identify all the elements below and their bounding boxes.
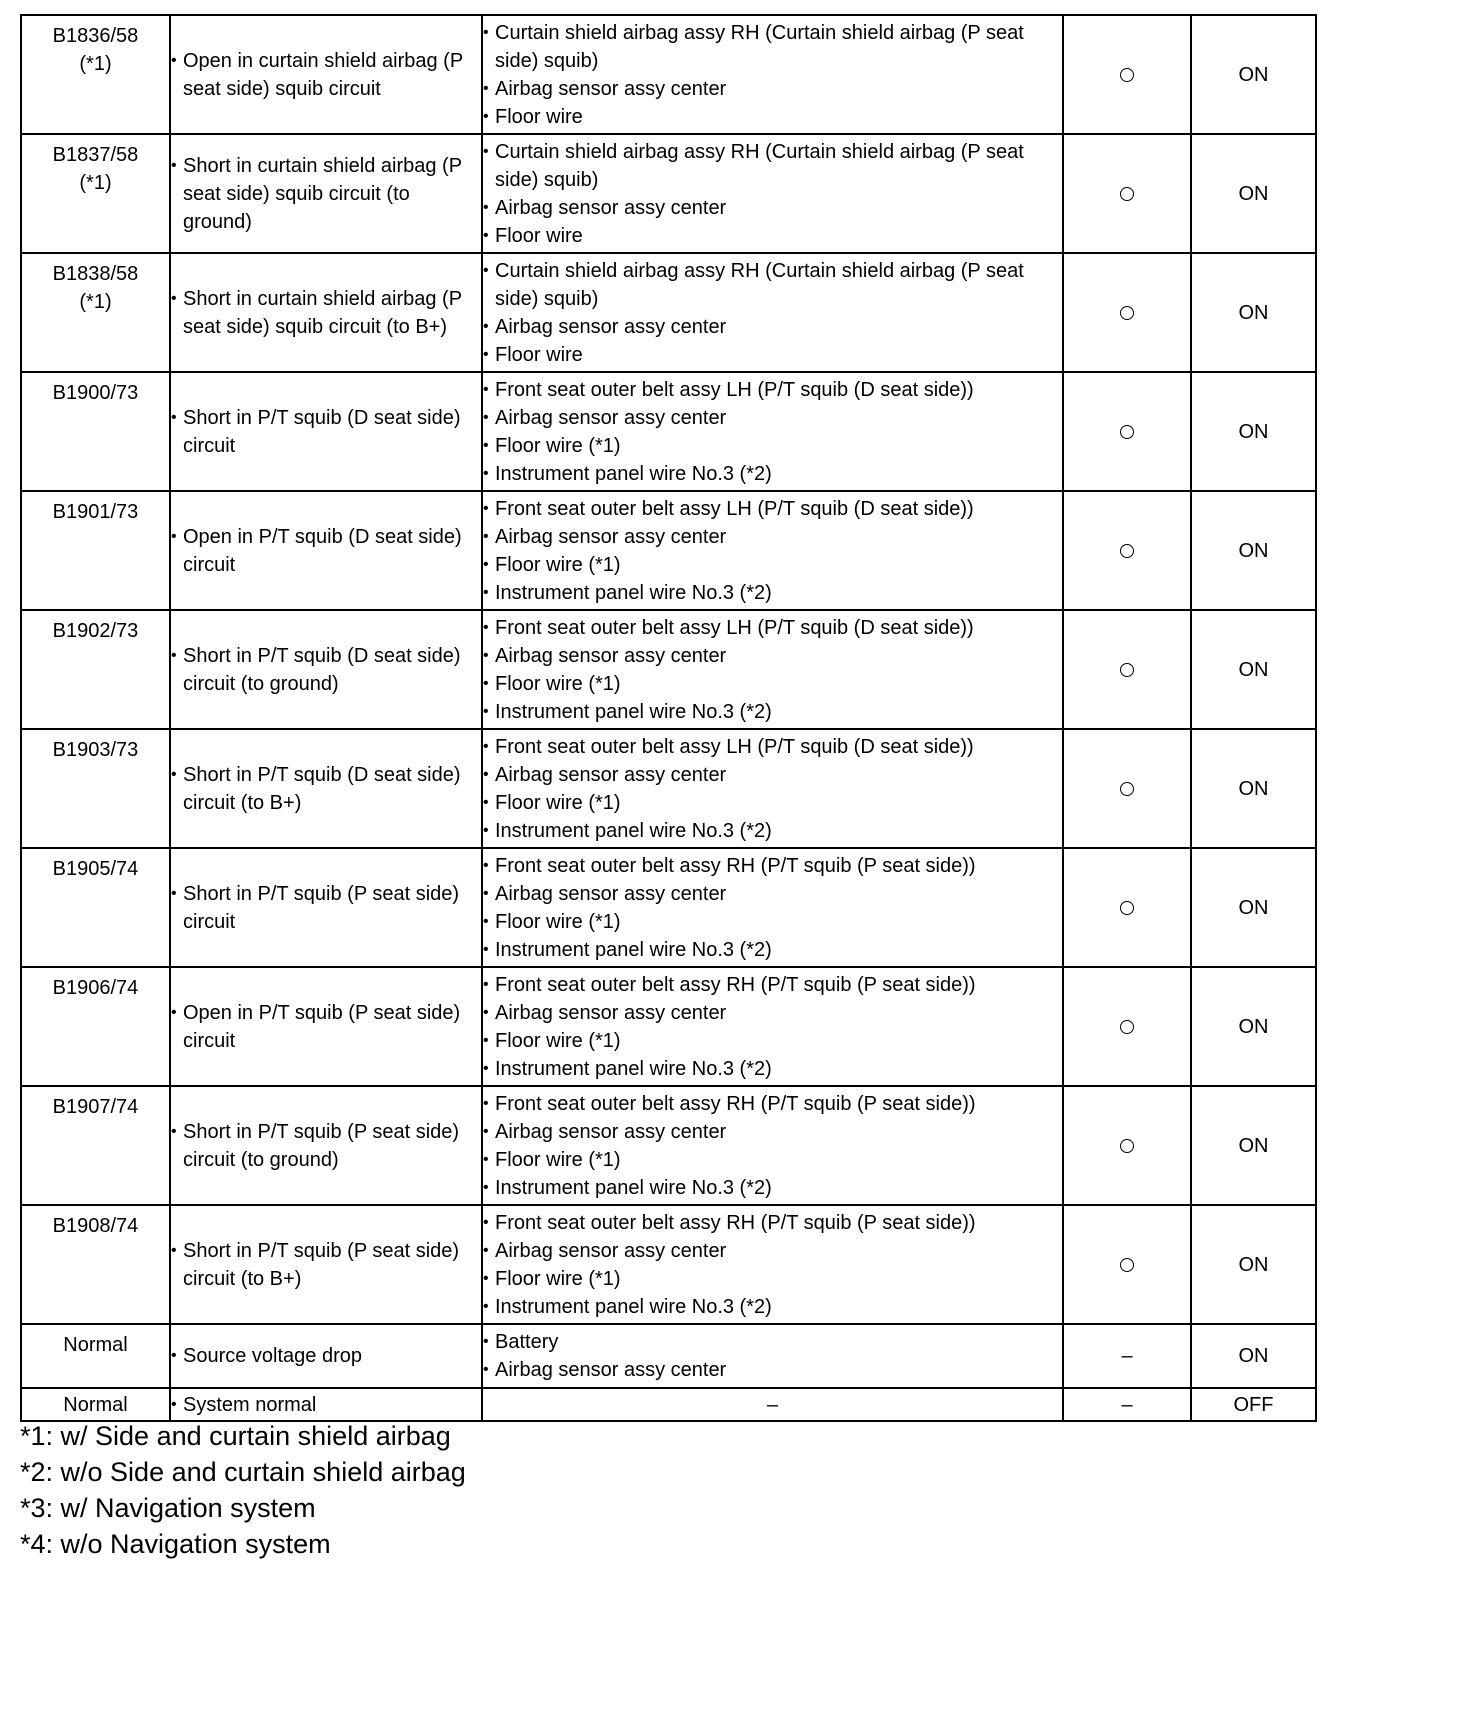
warning-lamp-cell: OFF xyxy=(1191,1388,1316,1421)
trouble-area-item: • Floor wire (*1) xyxy=(483,551,1062,579)
memory-cell xyxy=(1063,729,1191,848)
trouble-area-cell xyxy=(482,848,1063,967)
warning-lamp-cell: ON xyxy=(1191,1324,1316,1388)
trouble-area-item: • Airbag sensor assy center xyxy=(483,1356,1062,1384)
detection-condition-cell xyxy=(170,610,482,729)
detection-condition-list xyxy=(171,404,481,460)
detection-condition: • Short in curtain shield airbag (P seat side) squib circuit (to B+) xyxy=(171,285,481,341)
detection-condition-list xyxy=(171,1118,481,1174)
detection-condition-list xyxy=(171,999,481,1055)
trouble-area-item: • Front seat outer belt assy LH (P/T squib (D seat side)) xyxy=(483,495,1062,523)
dtc-code: Normal xyxy=(63,1334,128,1356)
circle-mark-icon xyxy=(1120,782,1134,796)
trouble-area-item: • Curtain shield airbag assy RH (Curtain shield airbag (P seat side) squib) xyxy=(483,19,1062,75)
detection-condition-list xyxy=(171,1237,481,1293)
dtc-code: B1901/73 xyxy=(52,501,139,523)
warning-lamp-cell: ON xyxy=(1191,372,1316,491)
detection-condition-cell xyxy=(170,967,482,1086)
circle-mark-icon xyxy=(1120,68,1134,82)
circle-mark-icon xyxy=(1120,1139,1134,1153)
trouble-area-cell xyxy=(482,491,1063,610)
memory-cell xyxy=(1063,967,1191,1086)
detection-condition-cell xyxy=(170,1086,482,1205)
dtc-code: B1837/58 xyxy=(52,144,139,166)
trouble-area-item: • Front seat outer belt assy LH (P/T squib (D seat side)) xyxy=(483,376,1062,404)
trouble-area-item: • Floor wire (*1) xyxy=(483,789,1062,817)
detection-condition-cell xyxy=(170,729,482,848)
trouble-area-list xyxy=(483,852,1062,964)
warning-lamp-cell: ON xyxy=(1191,967,1316,1086)
circle-mark-icon xyxy=(1120,306,1134,320)
trouble-area-list xyxy=(483,376,1062,488)
table-row xyxy=(21,1388,1316,1421)
trouble-area-cell xyxy=(482,729,1063,848)
trouble-area-item: • Floor wire (*1) xyxy=(483,908,1062,936)
memory-cell xyxy=(1063,1086,1191,1205)
footnotes xyxy=(20,1418,466,1562)
dtc-code-cell xyxy=(21,491,170,610)
table-row xyxy=(21,15,1316,134)
dtc-code-cell xyxy=(21,372,170,491)
detection-condition: • Short in P/T squib (P seat side) circuit xyxy=(171,880,481,936)
detection-condition-cell xyxy=(170,15,482,134)
dtc-code: (*1) xyxy=(79,172,112,194)
trouble-area-cell xyxy=(482,134,1063,253)
dtc-code-cell xyxy=(21,253,170,372)
trouble-area-item: • Instrument panel wire No.3 (*2) xyxy=(483,460,1062,488)
trouble-area-item: • Floor wire (*1) xyxy=(483,1027,1062,1055)
trouble-area-item: • Airbag sensor assy center xyxy=(483,1237,1062,1265)
detection-condition: • Open in P/T squib (P seat side) circuit xyxy=(171,999,481,1055)
detection-condition: • Open in curtain shield airbag (P seat side) squib circuit xyxy=(171,47,481,103)
warning-lamp-cell: ON xyxy=(1191,610,1316,729)
dtc-code: B1903/73 xyxy=(52,739,139,761)
detection-condition-cell xyxy=(170,1324,482,1388)
table-row xyxy=(21,1086,1316,1205)
trouble-area-item: • Floor wire xyxy=(483,103,1062,131)
dtc-code: B1836/58 xyxy=(52,25,139,47)
warning-lamp-cell: ON xyxy=(1191,848,1316,967)
memory-cell xyxy=(1063,848,1191,967)
trouble-area-item: • Floor wire (*1) xyxy=(483,1265,1062,1293)
detection-condition: • System normal xyxy=(171,1391,481,1419)
trouble-area-item: • Instrument panel wire No.3 (*2) xyxy=(483,1174,1062,1202)
memory-cell xyxy=(1063,15,1191,134)
trouble-area-item: • Airbag sensor assy center xyxy=(483,313,1062,341)
trouble-area-item: • Curtain shield airbag assy RH (Curtain shield airbag (P seat side) squib) xyxy=(483,257,1062,313)
warning-lamp-cell: ON xyxy=(1191,15,1316,134)
trouble-area-cell xyxy=(482,1086,1063,1205)
detection-condition: • Short in P/T squib (P seat side) circuit (to B+) xyxy=(171,1237,481,1293)
trouble-area-item: • Airbag sensor assy center xyxy=(483,761,1062,789)
trouble-area-list xyxy=(483,733,1062,845)
trouble-area-item: • Instrument panel wire No.3 (*2) xyxy=(483,817,1062,845)
detection-condition-cell xyxy=(170,491,482,610)
detection-condition-list xyxy=(171,1342,481,1370)
dtc-code: (*1) xyxy=(79,53,112,75)
trouble-area-item: • Front seat outer belt assy LH (P/T squib (D seat side)) xyxy=(483,614,1062,642)
trouble-area-list xyxy=(483,1209,1062,1321)
dtc-code-cell xyxy=(21,610,170,729)
detection-condition: • Short in curtain shield airbag (P seat side) squib circuit (to ground) xyxy=(171,152,481,236)
table-row xyxy=(21,1324,1316,1388)
dtc-code-cell xyxy=(21,1324,170,1388)
trouble-area-item: • Airbag sensor assy center xyxy=(483,404,1062,432)
trouble-area-item: • Instrument panel wire No.3 (*2) xyxy=(483,579,1062,607)
trouble-area-item: • Airbag sensor assy center xyxy=(483,194,1062,222)
footnote: *4: w/o Navigation system xyxy=(20,1529,331,1559)
trouble-area-list xyxy=(483,1328,1062,1384)
trouble-area-cell xyxy=(482,372,1063,491)
trouble-area-item: • Airbag sensor assy center xyxy=(483,642,1062,670)
dtc-code: B1905/74 xyxy=(52,858,139,880)
trouble-area-list xyxy=(483,138,1062,250)
dtc-code: (*1) xyxy=(79,291,112,313)
circle-mark-icon xyxy=(1120,1020,1134,1034)
memory-cell xyxy=(1063,134,1191,253)
trouble-area-item: • Floor wire (*1) xyxy=(483,1146,1062,1174)
detection-condition-cell xyxy=(170,1388,482,1421)
trouble-area-item: • Floor wire xyxy=(483,222,1062,250)
memory-cell xyxy=(1063,1205,1191,1324)
trouble-area-cell: – xyxy=(482,1388,1063,1421)
trouble-area-list xyxy=(483,19,1062,131)
warning-lamp-cell: ON xyxy=(1191,134,1316,253)
trouble-area-item: • Airbag sensor assy center xyxy=(483,999,1062,1027)
dtc-code-cell xyxy=(21,134,170,253)
footnote: *1: w/ Side and curtain shield airbag xyxy=(20,1421,451,1451)
circle-mark-icon xyxy=(1120,187,1134,201)
dtc-code: Normal xyxy=(63,1393,128,1416)
trouble-area-item: • Instrument panel wire No.3 (*2) xyxy=(483,936,1062,964)
detection-condition-cell xyxy=(170,253,482,372)
table-row xyxy=(21,253,1316,372)
trouble-area-list xyxy=(483,1090,1062,1202)
trouble-area-item: • Floor wire (*1) xyxy=(483,432,1062,460)
trouble-area-cell xyxy=(482,1324,1063,1388)
warning-lamp-cell: ON xyxy=(1191,491,1316,610)
trouble-area-item: • Airbag sensor assy center xyxy=(483,1118,1062,1146)
footnote: *3: w/ Navigation system xyxy=(20,1493,316,1523)
trouble-area-item: • Front seat outer belt assy RH (P/T squib (P seat side)) xyxy=(483,852,1062,880)
dtc-code-cell xyxy=(21,729,170,848)
trouble-area-list xyxy=(483,257,1062,369)
trouble-area-item: • Floor wire xyxy=(483,341,1062,369)
dtc-code-cell xyxy=(21,15,170,134)
dtc-table-container xyxy=(20,14,1315,1422)
memory-cell: – xyxy=(1063,1324,1191,1388)
dtc-code: B1908/74 xyxy=(52,1215,139,1237)
detection-condition-list xyxy=(171,880,481,936)
warning-lamp-cell: ON xyxy=(1191,1086,1316,1205)
detection-condition-list xyxy=(171,285,481,341)
detection-condition-cell xyxy=(170,134,482,253)
trouble-area-item: • Instrument panel wire No.3 (*2) xyxy=(483,698,1062,726)
table-row xyxy=(21,610,1316,729)
memory-cell xyxy=(1063,372,1191,491)
dtc-code-cell xyxy=(21,967,170,1086)
detection-condition-list xyxy=(171,523,481,579)
detection-condition-list xyxy=(171,642,481,698)
warning-lamp-cell: ON xyxy=(1191,253,1316,372)
trouble-area-item: • Front seat outer belt assy RH (P/T squib (P seat side)) xyxy=(483,1090,1062,1118)
detection-condition: • Short in P/T squib (D seat side) circuit xyxy=(171,404,481,460)
detection-condition: • Short in P/T squib (D seat side) circuit (to ground) xyxy=(171,642,481,698)
dtc-code-cell xyxy=(21,848,170,967)
detection-condition-cell xyxy=(170,1205,482,1324)
detection-condition: • Source voltage drop xyxy=(171,1342,481,1370)
dtc-code: B1906/74 xyxy=(52,977,139,999)
trouble-area-item: • Instrument panel wire No.3 (*2) xyxy=(483,1293,1062,1321)
trouble-area-item: • Front seat outer belt assy LH (P/T squib (D seat side)) xyxy=(483,733,1062,761)
trouble-area-cell xyxy=(482,610,1063,729)
trouble-area-list xyxy=(483,971,1062,1083)
trouble-area-item: • Airbag sensor assy center xyxy=(483,523,1062,551)
trouble-area-cell xyxy=(482,15,1063,134)
dtc-code-cell xyxy=(21,1205,170,1324)
dtc-code-cell xyxy=(21,1388,170,1421)
trouble-area-item: • Instrument panel wire No.3 (*2) xyxy=(483,1055,1062,1083)
detection-condition: • Open in P/T squib (D seat side) circuit xyxy=(171,523,481,579)
dtc-table-body xyxy=(21,15,1316,1421)
detection-condition-cell xyxy=(170,848,482,967)
memory-cell: – xyxy=(1063,1388,1191,1421)
trouble-area-item: • Curtain shield airbag assy RH (Curtain shield airbag (P seat side) squib) xyxy=(483,138,1062,194)
table-row xyxy=(21,134,1316,253)
dtc-code-cell xyxy=(21,1086,170,1205)
detection-condition: • Short in P/T squib (D seat side) circuit (to B+) xyxy=(171,761,481,817)
circle-mark-icon xyxy=(1120,663,1134,677)
trouble-area-item: • Front seat outer belt assy RH (P/T squib (P seat side)) xyxy=(483,1209,1062,1237)
table-row xyxy=(21,729,1316,848)
trouble-area-item: • Airbag sensor assy center xyxy=(483,880,1062,908)
trouble-area-cell xyxy=(482,253,1063,372)
dtc-code: B1838/58 xyxy=(52,263,139,285)
detection-condition-list xyxy=(171,1391,481,1419)
circle-mark-icon xyxy=(1120,901,1134,915)
circle-mark-icon xyxy=(1120,425,1134,439)
footnote: *2: w/o Side and curtain shield airbag xyxy=(20,1457,466,1487)
table-row xyxy=(21,967,1316,1086)
dtc-code: B1907/74 xyxy=(52,1096,139,1118)
dtc-code: B1900/73 xyxy=(52,382,139,404)
detection-condition-list xyxy=(171,47,481,103)
trouble-area-item: • Airbag sensor assy center xyxy=(483,75,1062,103)
table-row xyxy=(21,372,1316,491)
memory-cell xyxy=(1063,610,1191,729)
trouble-area-item: • Front seat outer belt assy RH (P/T squib (P seat side)) xyxy=(483,971,1062,999)
trouble-area-item: • Floor wire (*1) xyxy=(483,670,1062,698)
warning-lamp-cell: ON xyxy=(1191,1205,1316,1324)
trouble-area-list xyxy=(483,614,1062,726)
table-row xyxy=(21,1205,1316,1324)
trouble-area-cell xyxy=(482,967,1063,1086)
dtc-table xyxy=(20,14,1317,1422)
detection-condition-list xyxy=(171,761,481,817)
memory-cell xyxy=(1063,491,1191,610)
circle-mark-icon xyxy=(1120,544,1134,558)
detection-condition-list xyxy=(171,152,481,236)
trouble-area-list xyxy=(483,495,1062,607)
trouble-area-cell xyxy=(482,1205,1063,1324)
dtc-code: B1902/73 xyxy=(52,620,139,642)
table-row xyxy=(21,848,1316,967)
detection-condition-cell xyxy=(170,372,482,491)
circle-mark-icon xyxy=(1120,1258,1134,1272)
warning-lamp-cell: ON xyxy=(1191,729,1316,848)
detection-condition: • Short in P/T squib (P seat side) circuit (to ground) xyxy=(171,1118,481,1174)
memory-cell xyxy=(1063,253,1191,372)
trouble-area-item: • Battery xyxy=(483,1328,1062,1356)
table-row xyxy=(21,491,1316,610)
